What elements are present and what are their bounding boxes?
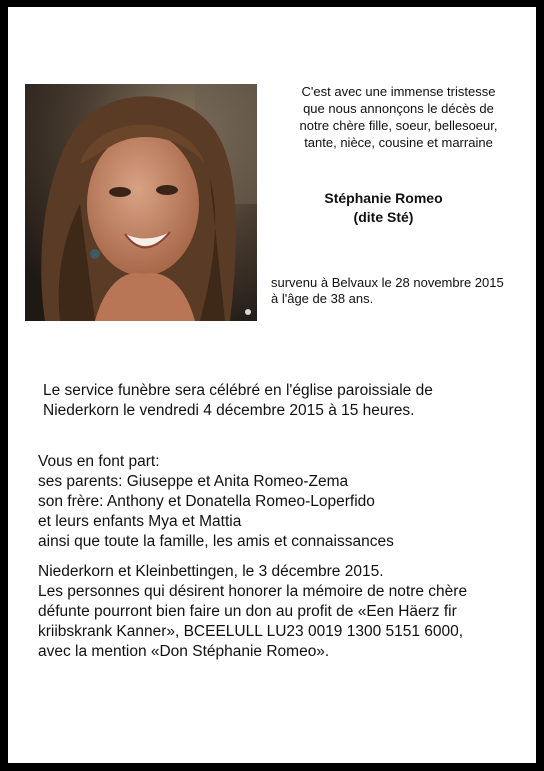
announce-line: ainsi que toute la famille, les amis et connaissances: [38, 533, 394, 550]
obituary-page: [8, 7, 536, 763]
deceased-name: Stéphanie Romeo: [324, 190, 443, 206]
funeral-service-text: [43, 381, 523, 421]
intro-text: [266, 83, 531, 151]
death-info-line: à l'âge de 38 ans.: [271, 291, 374, 306]
family-announcement: [38, 452, 528, 552]
closing-line: défunte pourront bien faire un don au profit de «Een Häerz fir: [38, 603, 457, 620]
closing-text: [38, 562, 528, 662]
death-info: [271, 275, 533, 307]
announce-line: et leurs enfants Mya et Mattia: [38, 513, 242, 530]
death-info-line: survenu à Belvaux le 28 novembre 2015: [271, 275, 504, 290]
closing-line: Niederkorn et Kleinbettingen, le 3 décembre 2015.: [38, 563, 384, 580]
intro-line: tante, nièce, cousine et marraine: [304, 135, 493, 150]
closing-line: kriibskrank Kanner», BCEELULL LU23 0019 1300 5151 6000,: [38, 623, 464, 640]
announce-line: ses parents: Giuseppe et Anita Romeo-Zema: [38, 473, 349, 490]
intro-line: notre chère fille, soeur, bellesoeur,: [299, 118, 498, 133]
deceased-nickname: (dite Sté): [353, 209, 414, 225]
intro-line: que nous annonçons le décès de: [303, 101, 494, 116]
service-line: Le service funèbre sera célébré en l'église paroissiale de: [43, 382, 433, 399]
closing-line: Les personnes qui désirent honorer la mémoire de notre chère: [38, 583, 468, 600]
portrait-photo: [25, 84, 257, 321]
intro-line: C'est avec une immense tristesse: [301, 84, 496, 99]
service-line: Niederkorn le vendredi 4 décembre 2015 à 15 heures.: [43, 402, 415, 419]
portrait-image: [25, 84, 257, 321]
announce-line: son frère: Anthony et Donatella Romeo-Loperfido: [38, 493, 375, 510]
announce-line: Vous en font part:: [38, 453, 160, 470]
deceased-name-block: [266, 189, 501, 227]
closing-line: avec la mention «Don Stéphanie Romeo».: [38, 643, 330, 660]
